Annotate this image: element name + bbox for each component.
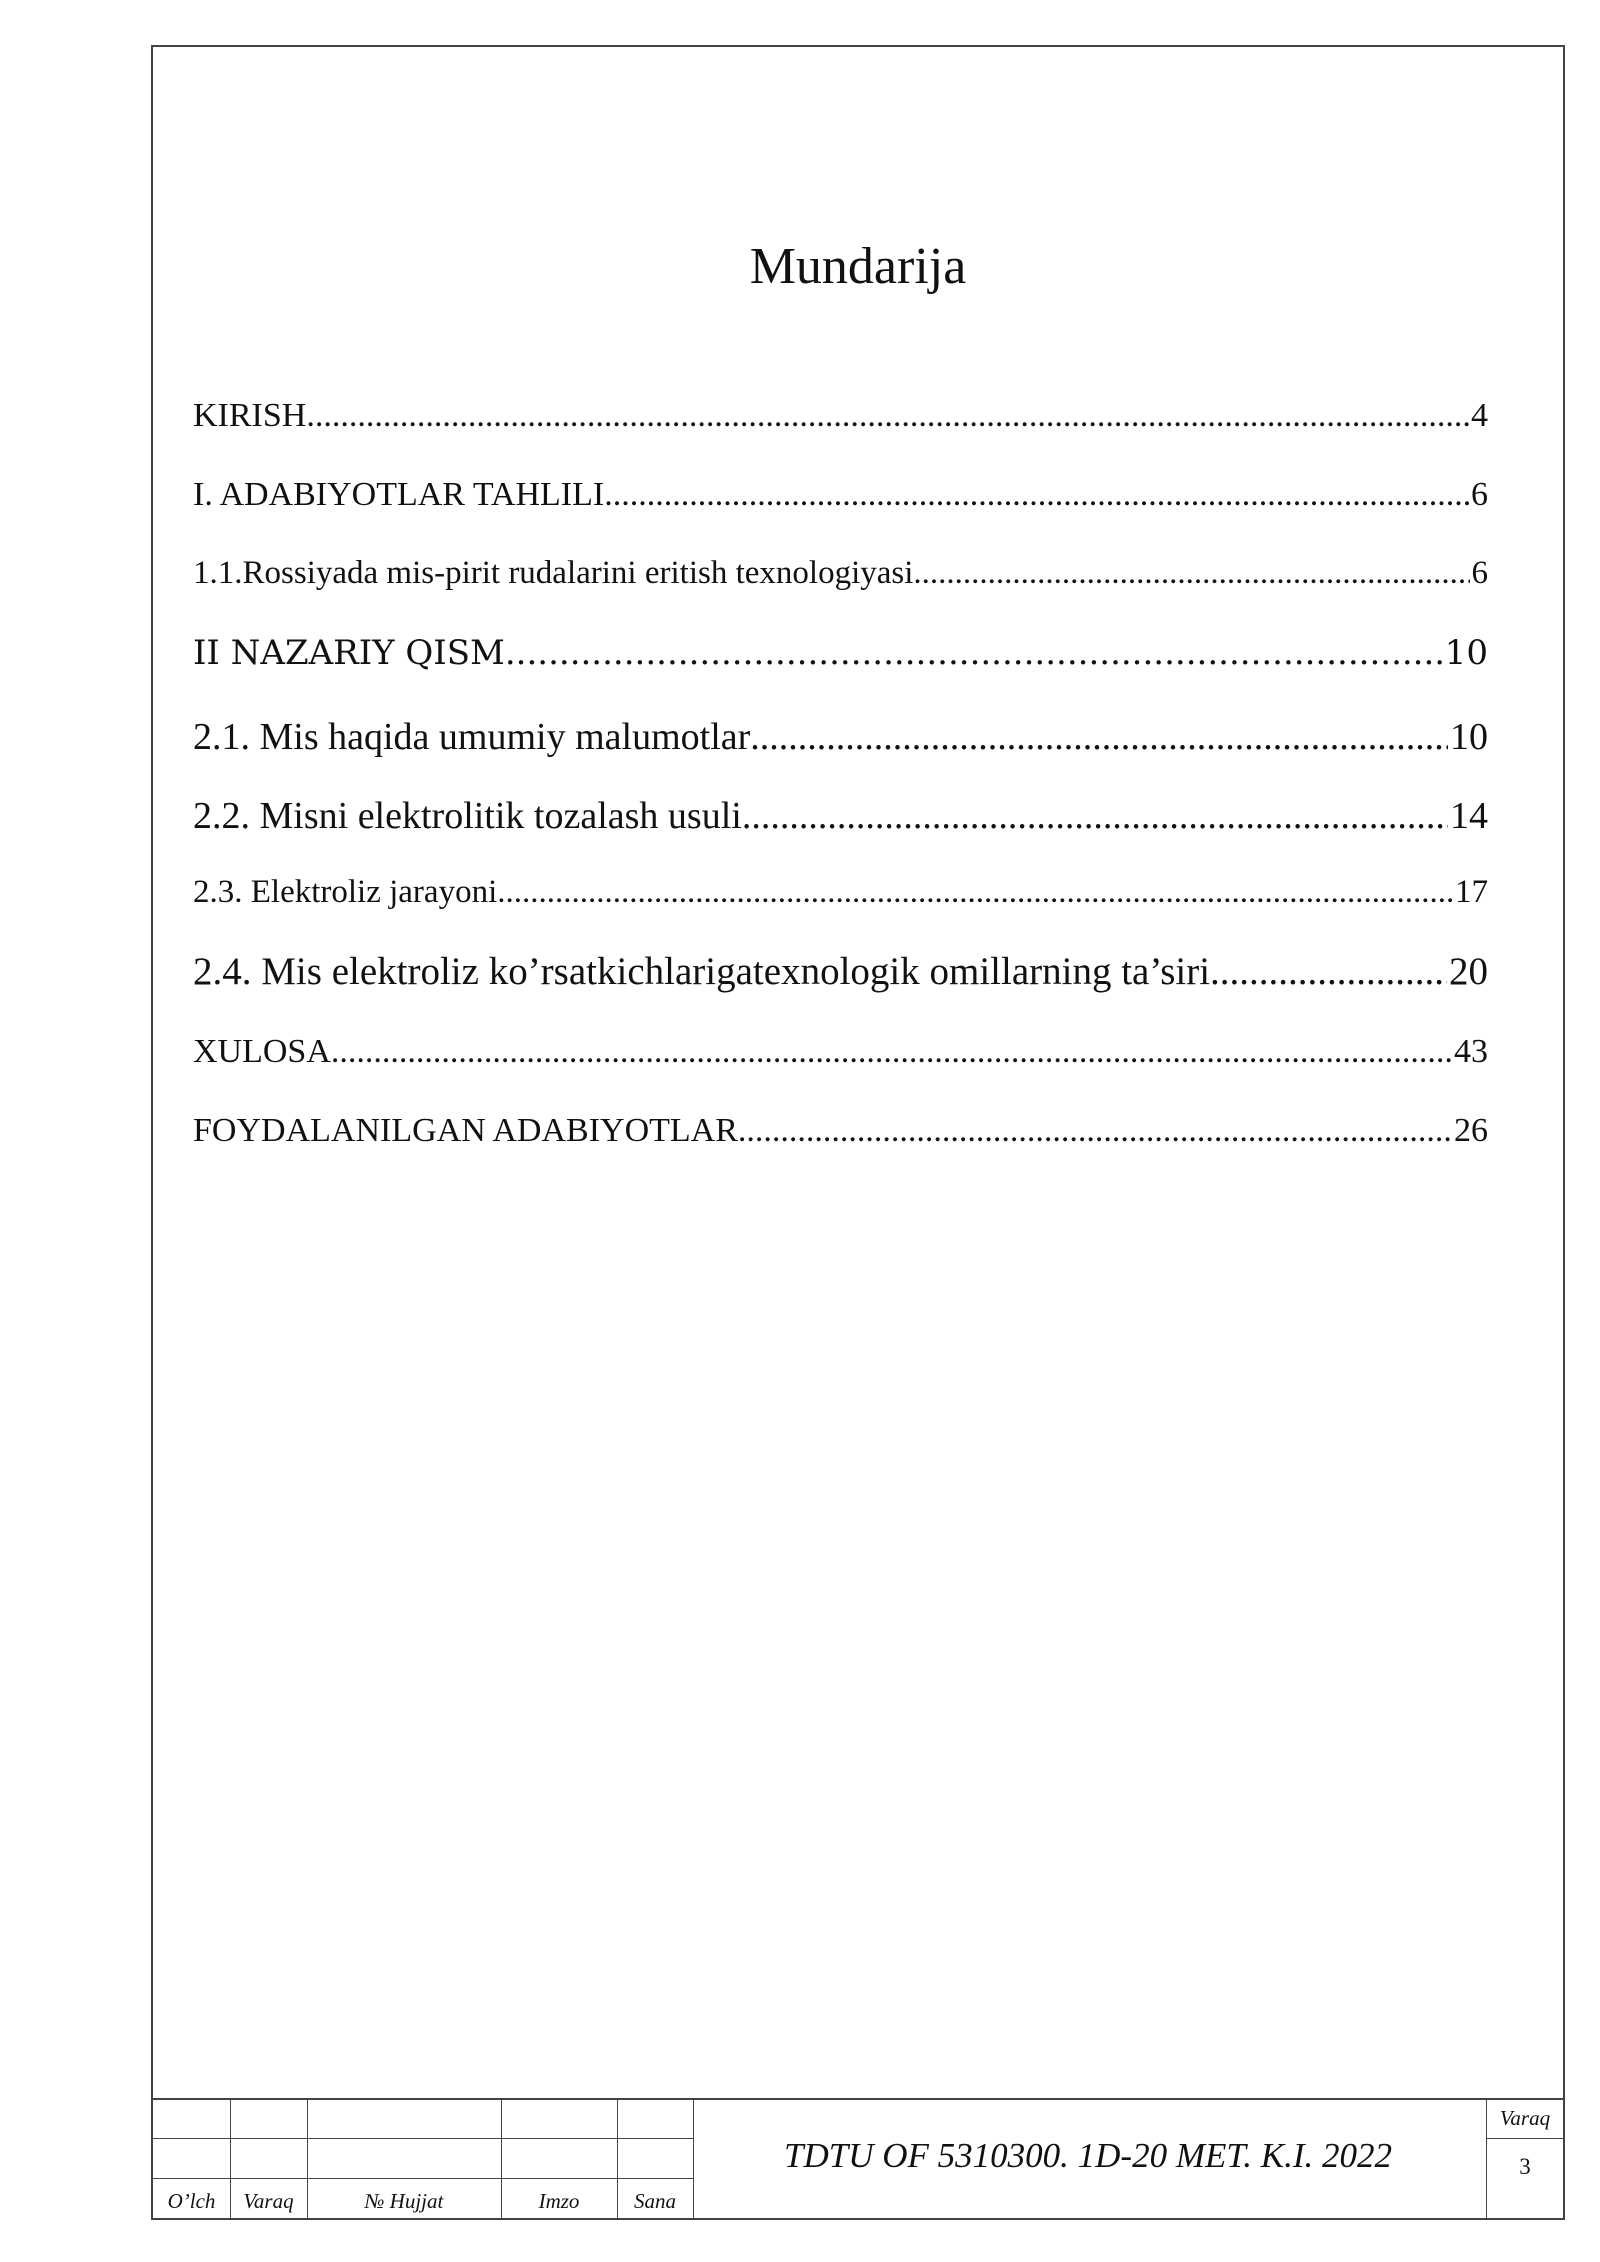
toc-entry-label: 2.3. Elektroliz jarayoni xyxy=(193,874,498,910)
toc-leader-dots xyxy=(742,794,1448,838)
toc-leader-dots xyxy=(497,874,1453,911)
toc-entry xyxy=(193,633,1488,673)
toc-entry xyxy=(193,1033,1488,1071)
toc-entry-label: 1.1.Rossiyada mis-pirit rudalarini eritish texnologiyasi xyxy=(193,555,914,591)
toc-entry-page: 10 xyxy=(1450,716,1488,758)
stamp-label-sana: Sana xyxy=(634,2189,676,2213)
toc-entry-label: KIRISH xyxy=(193,397,307,434)
toc-entry xyxy=(193,555,1488,592)
toc-entry-label: 2.1. Mis haqida umumiy malumotlar xyxy=(193,716,751,758)
page-frame xyxy=(151,45,1565,2220)
stamp-label-imzo: Imzo xyxy=(538,2189,580,2213)
toc-leader-dots xyxy=(331,1033,1452,1071)
toc-entry-page: 6 xyxy=(1471,476,1488,513)
toc-entry xyxy=(193,397,1488,435)
toc-entry-page: 6 xyxy=(1471,555,1488,591)
toc-entry-label: 2.2. Misni elektrolitik tozalash usuli xyxy=(193,795,742,837)
stamp-divider xyxy=(153,2138,693,2139)
toc-entry-page: 43 xyxy=(1454,1033,1488,1070)
stamp-label-varaq: Varaq xyxy=(243,2189,294,2213)
toc-entry-page: 10 xyxy=(1444,633,1488,673)
toc-entry xyxy=(193,874,1488,911)
stamp-divider xyxy=(153,2178,693,2179)
toc-entry xyxy=(193,949,1488,994)
toc-entry-page: 4 xyxy=(1471,397,1488,434)
stamp-label-hujjat: № Hujjat xyxy=(364,2189,444,2213)
toc-entry-page: 26 xyxy=(1454,1112,1488,1149)
toc-leader-dots xyxy=(738,1112,1452,1150)
toc-leader-dots xyxy=(913,555,1469,592)
toc-entry xyxy=(193,715,1488,759)
toc-leader-dots xyxy=(505,633,1443,673)
title-block-stamp xyxy=(153,2098,1563,2218)
toc-entry xyxy=(193,794,1488,838)
document-code: TDTU OF 5310300. 1D-20 MET. K.I. 2022 xyxy=(784,2136,1392,2175)
toc-entry xyxy=(193,476,1488,514)
stamp-divider xyxy=(1487,2138,1563,2139)
sheet-label: Varaq xyxy=(1499,2106,1551,2130)
toc-entry-page: 20 xyxy=(1449,950,1488,993)
toc-entry-label: II NAZARIY QISM xyxy=(193,633,505,673)
stamp-label-olch: O’lch xyxy=(167,2189,216,2213)
page-title: Mundarija xyxy=(749,238,967,295)
toc-entry-label: 2.4. Mis elektroliz ko’rsatkichlarigatexnologik omillarning ta’siri xyxy=(193,950,1211,993)
toc-entry-page: 17 xyxy=(1455,874,1488,910)
toc-entry-label: XULOSA xyxy=(193,1033,331,1070)
toc-leader-dots xyxy=(1210,949,1447,994)
toc-entry-label: FOYDALANILGAN ADABIYOTLAR xyxy=(193,1112,738,1149)
sheet-number: 3 xyxy=(1519,2154,1531,2179)
toc-entry-label: I. ADABIYOTLAR TAHLILI xyxy=(193,476,605,513)
toc-leader-dots xyxy=(306,397,1469,435)
toc-leader-dots xyxy=(750,715,1448,759)
toc-leader-dots xyxy=(604,476,1469,514)
toc-entry-page: 14 xyxy=(1450,795,1488,837)
toc-entry xyxy=(193,1112,1488,1150)
